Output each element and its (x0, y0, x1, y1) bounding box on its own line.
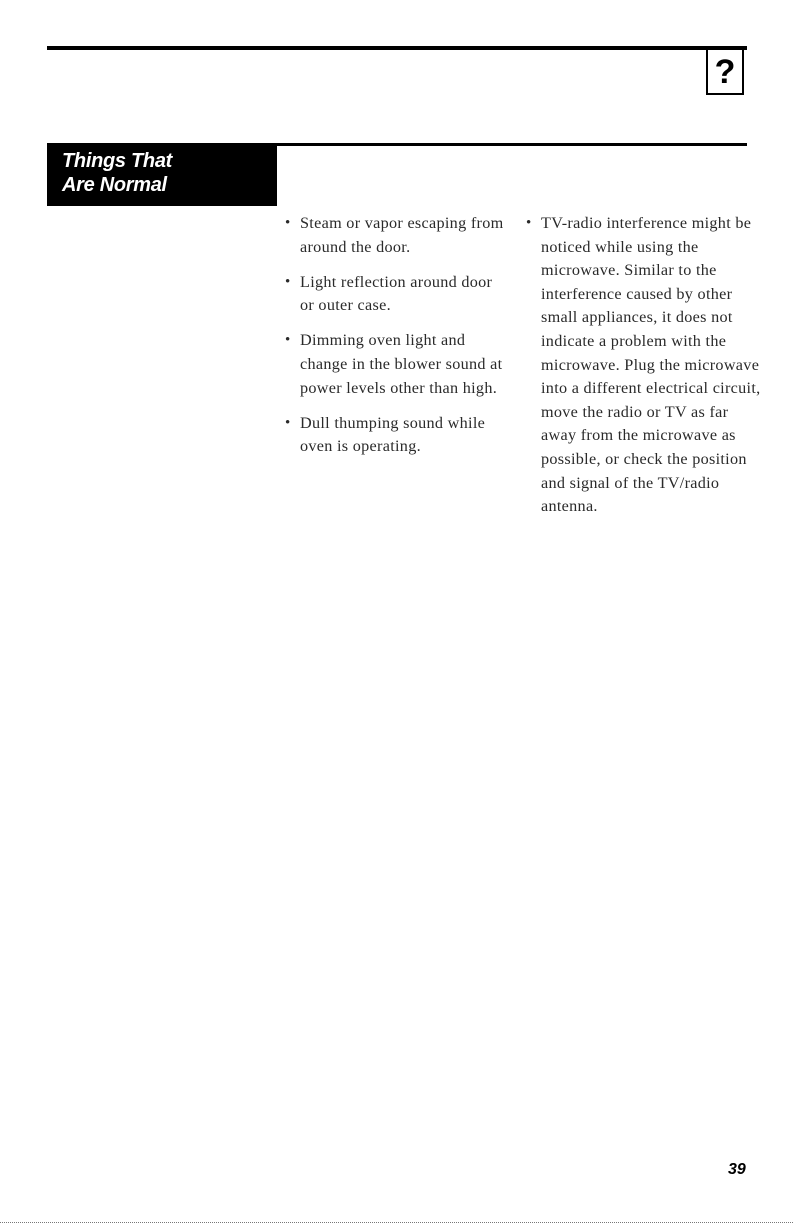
right-column (526, 212, 761, 530)
page-bottom-rule (0, 1222, 793, 1223)
list-item (285, 212, 505, 259)
list-item-text: Light reflection around door or outer case. (300, 272, 493, 315)
section-rule (270, 143, 747, 146)
left-column (285, 212, 505, 470)
question-mark-icon: ? (706, 48, 744, 95)
section-title (47, 143, 277, 206)
list-item-text: TV-radio interference might be noticed while using the microwave. Similar to the interference caused by other small appliances, it does not indicate a problem with the microwave. Plug the microwave into a different electrical circuit, move the radio or TV as far away from the microwave as possible, or check the position and signal of the TV/radio antenna. (541, 214, 761, 516)
page-number: 39 (728, 1161, 746, 1178)
bullet-icon: • (285, 414, 291, 431)
section-title-line-1: Things That (62, 150, 173, 172)
list-item (285, 412, 505, 459)
list-item (526, 212, 761, 519)
list-item (285, 271, 505, 318)
bullet-icon: • (285, 273, 291, 290)
list-item-text: Dimming oven light and change in the blower sound at power levels other than high. (300, 331, 503, 397)
list-item-text: Steam or vapor escaping from around the door. (300, 214, 504, 256)
list-item-text: Dull thumping sound while oven is operating. (300, 413, 486, 456)
bullet-icon: • (526, 215, 532, 231)
section-title-line-2: Are Normal (62, 174, 167, 196)
bullet-icon: • (285, 332, 291, 349)
list-item (285, 329, 505, 400)
bullet-icon: • (285, 215, 291, 231)
header-rule (47, 46, 747, 50)
